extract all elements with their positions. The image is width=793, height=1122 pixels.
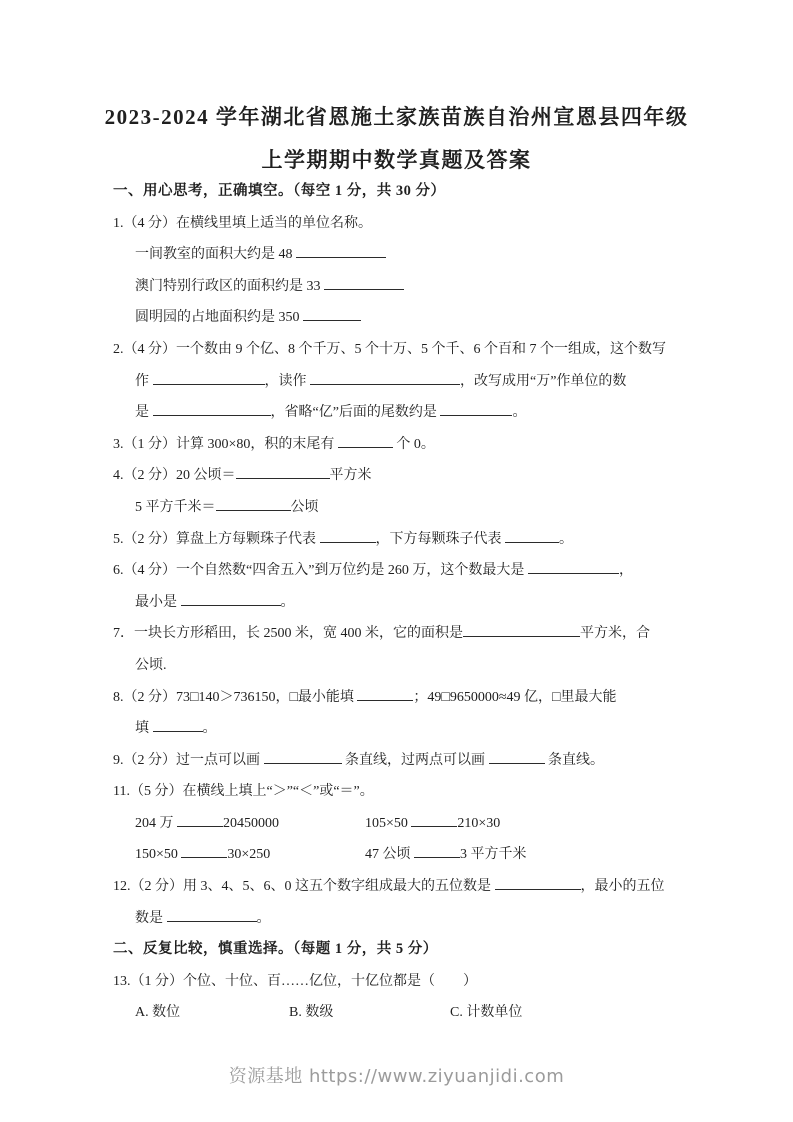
line-chunk [135,247,386,262]
fill-in-blank [440,402,512,416]
q1-line2 [113,239,693,271]
line-chunk [113,753,604,768]
text-segment: 。 [256,910,271,926]
fill-in-blank [153,402,271,416]
fill-in-blank [489,750,545,764]
fill-in-blank [181,844,227,858]
fill-in-blank [324,276,404,290]
section-2-heading [113,934,693,966]
exam-body [113,176,693,1029]
text-segment: ，下方每颗珠子代表 [375,531,505,547]
q6-line2 [113,587,693,619]
text-segment: 作 [135,373,153,389]
text-segment: 平方米 [329,468,372,484]
line-chunk [135,816,279,831]
line-chunk [113,879,665,894]
text-segment: 20450000 [223,815,279,831]
text-segment: 150×50 [135,847,182,863]
line-chunk [135,721,217,736]
page-title [0,96,793,182]
line-chunk [135,500,319,515]
text-segment: 一间教室的面积大约是 48 [135,247,296,263]
q1-line4 [113,302,693,334]
fill-in-blank [338,434,393,448]
text-segment: 9.（2 分）过一点可以画 [113,752,264,768]
fill-in-blank [411,813,457,827]
q8-line1 [113,682,693,714]
text-segment: 条直线，过两点可以画 [341,752,489,768]
text-segment: 5.（2 分）算盘上方每颗珠子代表 [113,531,320,547]
q4-line2 [113,492,693,524]
footer-watermark: 资源基地 https://www.ziyuanjidi.com [228,1066,565,1087]
fill-in-blank [357,687,413,701]
line-chunk [135,374,626,389]
q7-line1 [113,618,693,650]
fill-in-blank [414,844,460,858]
fill-in-blank [528,560,619,574]
text-segment: ，改写成用“万”作单位的数 [460,373,627,389]
fill-in-blank [153,718,203,732]
q13-options [113,997,693,1029]
text-segment: 2.（4 分）一个数由 9 个亿、8 个千万、5 个十万、5 个千、6 个百和 7 个一组成，这个数写 [113,341,666,357]
line-chunk [113,563,633,578]
q6-line1 [113,555,693,587]
q9-line1 [113,745,693,777]
text-segment: 填 [135,721,153,737]
line-chunk [365,839,527,871]
text-segment: A. 数位 [135,1005,181,1021]
text-segment: 。 [512,405,527,421]
line-chunk [135,595,295,610]
fill-in-blank [181,592,281,606]
fill-in-blank [505,529,559,543]
fill-in-blank [264,750,342,764]
text-segment: ， [618,563,633,579]
q11-row2 [113,839,693,871]
line-chunk [289,997,333,1029]
line-chunk [113,941,438,957]
line-chunk [113,342,666,357]
q2-line3 [113,397,693,429]
line-chunk [113,183,446,199]
line-chunk [113,690,617,705]
text-segment: C. 计数单位 [450,1005,523,1021]
text-segment: 公顷. [135,657,167,673]
q12-line2 [113,903,693,935]
text-segment: 个 0。 [392,436,435,452]
fill-in-blank [236,465,330,479]
line-chunk [113,784,374,799]
fill-in-blank [303,307,361,321]
text-segment: ，读作 [264,373,310,389]
text-segment: 公顷 [290,499,319,515]
fill-in-blank [177,813,223,827]
text-segment: 。 [280,594,295,610]
line-chunk [135,310,361,325]
line-chunk [135,1005,180,1020]
q13-line1 [113,966,693,998]
text-segment: 3 平方千米 [460,847,527,863]
fill-in-blank [310,371,460,385]
text-segment: B. 数级 [289,1005,334,1021]
text-segment: 11.（5 分）在横线上填上“＞”“＜”或“＝”。 [113,784,374,800]
text-segment: 12.（2 分）用 3、4、5、6、0 这五个数字组成最大的五位数是 [113,879,495,895]
line-chunk [135,405,526,420]
text-segment: 5 平方千米＝ [135,499,216,515]
q4-line1 [113,460,693,492]
text-segment: 条直线。 [544,752,604,768]
fill-in-blank [167,908,257,922]
text-segment: 7．一块长方形稻田，长 2500 米，宽 400 米，它的面积是 [113,626,463,642]
q1-line3 [113,271,693,303]
line-chunk [113,468,372,483]
line-chunk [365,808,500,840]
line-chunk [135,911,271,926]
text-segment: 二、反复比较，慎重选择。（每题 1 分，共 5 分） [113,941,438,958]
fill-in-blank [463,623,580,637]
q2-line1 [113,334,693,366]
page-title-line1: 2023-2024 学年湖北省恩施土家族苗族自治州宣恩县四年级 [104,105,689,129]
text-segment: 3.（1 分）计算 300×80，积的末尾有 [113,436,338,452]
line-chunk [450,997,522,1029]
q12-line1 [113,871,693,903]
text-segment: 一、用心思考，正确填空。（每空 1 分，共 30 分） [113,183,446,199]
text-segment: 4.（2 分）20 公顷＝ [113,468,236,484]
text-segment: 。 [202,721,217,737]
text-segment: 平方米，合 [580,626,650,642]
line-chunk [113,532,573,547]
text-segment: 。 [559,531,573,547]
text-segment: 圆明园的占地面积约是 350 [135,310,303,326]
q3-line1 [113,429,693,461]
text-segment: ，省略“亿”后面的尾数约是 [270,405,441,421]
line-chunk [113,974,477,989]
text-segment: 是 [135,405,153,421]
line-chunk [113,437,435,452]
q1-line1 [113,208,693,240]
line-chunk [135,279,404,294]
q11-row1 [113,808,693,840]
text-segment: 204 万 [135,815,177,831]
q11-line1 [113,776,693,808]
text-segment: 数是 [135,910,167,926]
text-segment: 8.（2 分）73□140＞736150，□最小能填 [113,689,358,705]
q2-line2 [113,366,693,398]
text-segment: 30×250 [227,847,271,863]
text-segment: 6.（4 分）一个自然数“四舍五入”到万位约是 260 万，这个数最大是 [113,563,528,579]
q5-line1 [113,524,693,556]
fill-in-blank [495,876,581,890]
page-title-line2: 上学期期中数学真题及答案 [261,148,532,172]
text-segment: 210×30 [457,815,501,831]
text-segment: 1.（4 分）在横线里填上适当的单位名称。 [113,215,372,231]
section-1-heading [113,176,693,208]
line-chunk [135,658,167,673]
text-segment: 13.（1 分）个位、十位、百……亿位，十亿位都是（ ） [113,973,477,989]
text-segment: ，最小的五位 [580,879,665,895]
fill-in-blank [320,529,376,543]
fill-in-blank [153,371,265,385]
q8-line2 [113,713,693,745]
fill-in-blank [216,497,291,511]
text-segment: 105×50 [365,815,412,831]
line-chunk [135,847,270,862]
line-chunk [113,216,372,231]
fill-in-blank [296,244,386,258]
text-segment: ；49□9650000≈49 亿，□里最大能 [413,689,617,705]
text-segment: 47 公顷 [365,847,414,863]
q7-line2 [113,650,693,682]
text-segment: 最小是 [135,594,181,610]
line-chunk [113,626,650,641]
text-segment: 澳门特别行政区的面积约是 33 [135,278,324,294]
